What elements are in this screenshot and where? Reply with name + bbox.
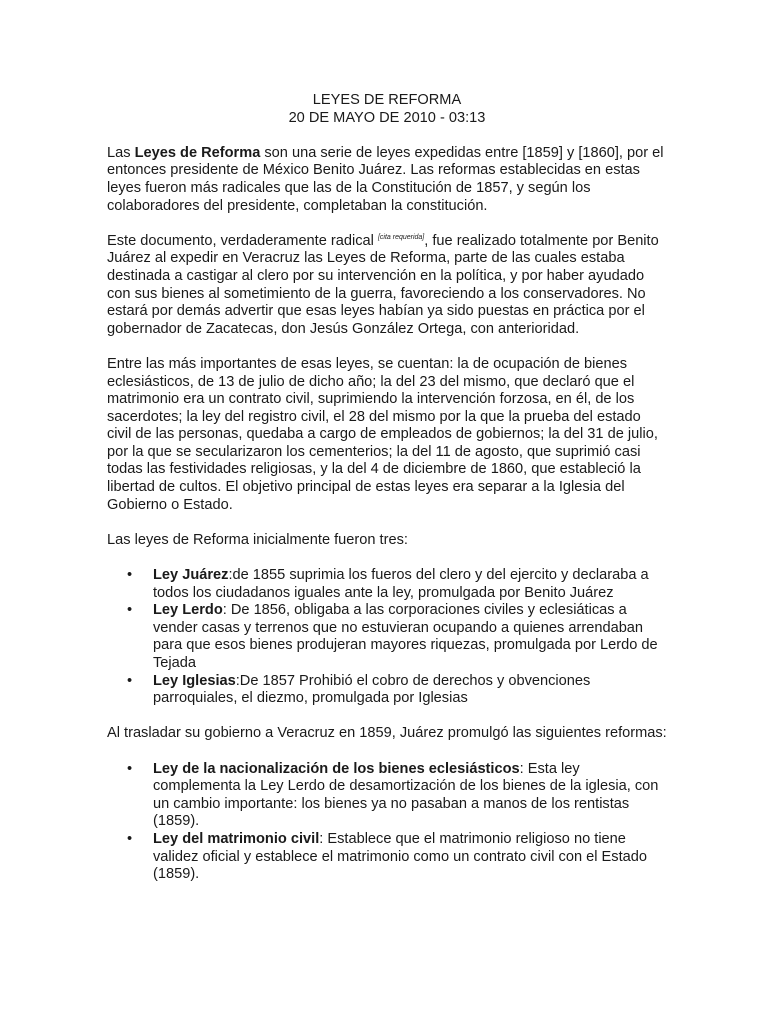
bullet-icon: • [127,760,133,777]
list-item [107,567,667,602]
list-item-text: : De 1856, obligaba a las corporaciones civiles y eclesiáticas a vender casas y terrenos que no estuvieran ocupando a quienes arrendaban para que esos bienes produjeran mayores riquezas, promulgada por Lerdo de Tejada [153,602,658,671]
list-item [107,831,667,884]
list-item [107,673,667,708]
list-item [107,602,667,672]
documento-post: , fue realizado totalmente por Benito Juárez al expedir en Veracruz las Leyes de Reforma, parte de las cuales estaba destinada a castigar al clero por su intervención en la política, y por haber ayudado con sus bienes al sometimiento de la guerra, favoreciendo a los conservadores. No estará por demás advertir que esas leyes habían ya sido puestas en práctica por el gobernador de Zacatecas, don Jesús González Ortega, con anterioridad. [107,232,659,337]
documento-paragraph [107,233,667,339]
citation-needed-link[interactable]: [cita requerida] [377,233,425,241]
veracruz-intro-paragraph: Al trasladar su gobierno a Veracruz en 1859, Juárez promulgó las siguientes reformas: [107,725,667,742]
intro-pre: Las [107,144,135,161]
intro-paragraph [107,145,667,215]
bullet-icon: • [127,672,133,689]
tres-intro-paragraph: Las leyes de Reforma inicialmente fueron tres: [107,531,408,548]
list-item-text: :de 1855 suprimia los fueros del clero y del ejercito y declaraba a todos los ciudadanos iguales ante la ley, promulgada por Benito Juárez [153,567,649,601]
list-item-term: Ley de la nacionalización de los bienes eclesiásticos [153,760,520,777]
intro-post: son una serie de leyes expedidas entre [1859] y [1860], por el entonces presidente de México Benito Juárez. Las reformas establecidas en estas leyes fueron más radicales que las de la Constitución de 1857, y según los colaboradores del presidente, completaban la constitución. [107,144,664,214]
bullet-icon: • [127,602,133,619]
list-item-text: : Establece que el matrimonio religioso no tiene validez oficial y establece el matrimonio como un contrato civil con el Estado (1859). [153,830,647,883]
list-item-term: Ley del matrimonio civil [153,830,320,847]
tres-leyes-list [107,567,667,708]
list-item-term: Ley Juárez [153,567,229,584]
document-date: 20 DE MAYO DE 2010 - 03:13 [288,109,486,126]
documento-pre: Este documento, verdaderamente radical [107,232,378,249]
veracruz-reformas-list [107,761,667,884]
document-header [107,92,667,127]
importantes-paragraph: Entre las más importantes de esas leyes, se cuentan: la de ocupación de bienes eclesiásticos, de 13 de julio de dicho año; la del 23 del mismo, que declaró que el matrimonio era un contrato civil, suprimiendo la intervención forzosa, en él, de los sacerdotes; la ley del registro civil, el 28 del mismo por la que la prueba del estado civil de las personas, quedaba a cargo de empleados de gobiernos; la del 31 de julio, por la que se secularizaron los cementerios; la del 11 de agosto, que suprimió casi todas las festividades religiosas, y la del 4 de diciembre de 1860, que estableció la libertad de cultos. El objetivo principal de estas leyes era separar a la Iglesia del Gobierno o Estado. [107,355,658,513]
document-title: LEYES DE REFORMA [312,92,462,108]
intro-bold-term: Leyes de Reforma [134,144,261,161]
list-item-text: :De 1857 Prohibió el cobro de derechos y obvenciones parroquiales, el diezmo, promulgada por Iglesias [153,672,591,707]
bullet-icon: • [127,830,133,847]
list-item-term: Ley Lerdo [153,602,223,619]
list-item-text: : Esta ley complementa la Ley Lerdo de desamortización de los bienes de la iglesia, con un cambio importante: los bienes ya no pasaban a manos de los rentistas (1859). [153,760,659,830]
list-item-term: Ley Iglesias [153,672,236,689]
list-item [107,761,667,831]
bullet-icon: • [127,567,133,584]
document-page [107,92,667,901]
